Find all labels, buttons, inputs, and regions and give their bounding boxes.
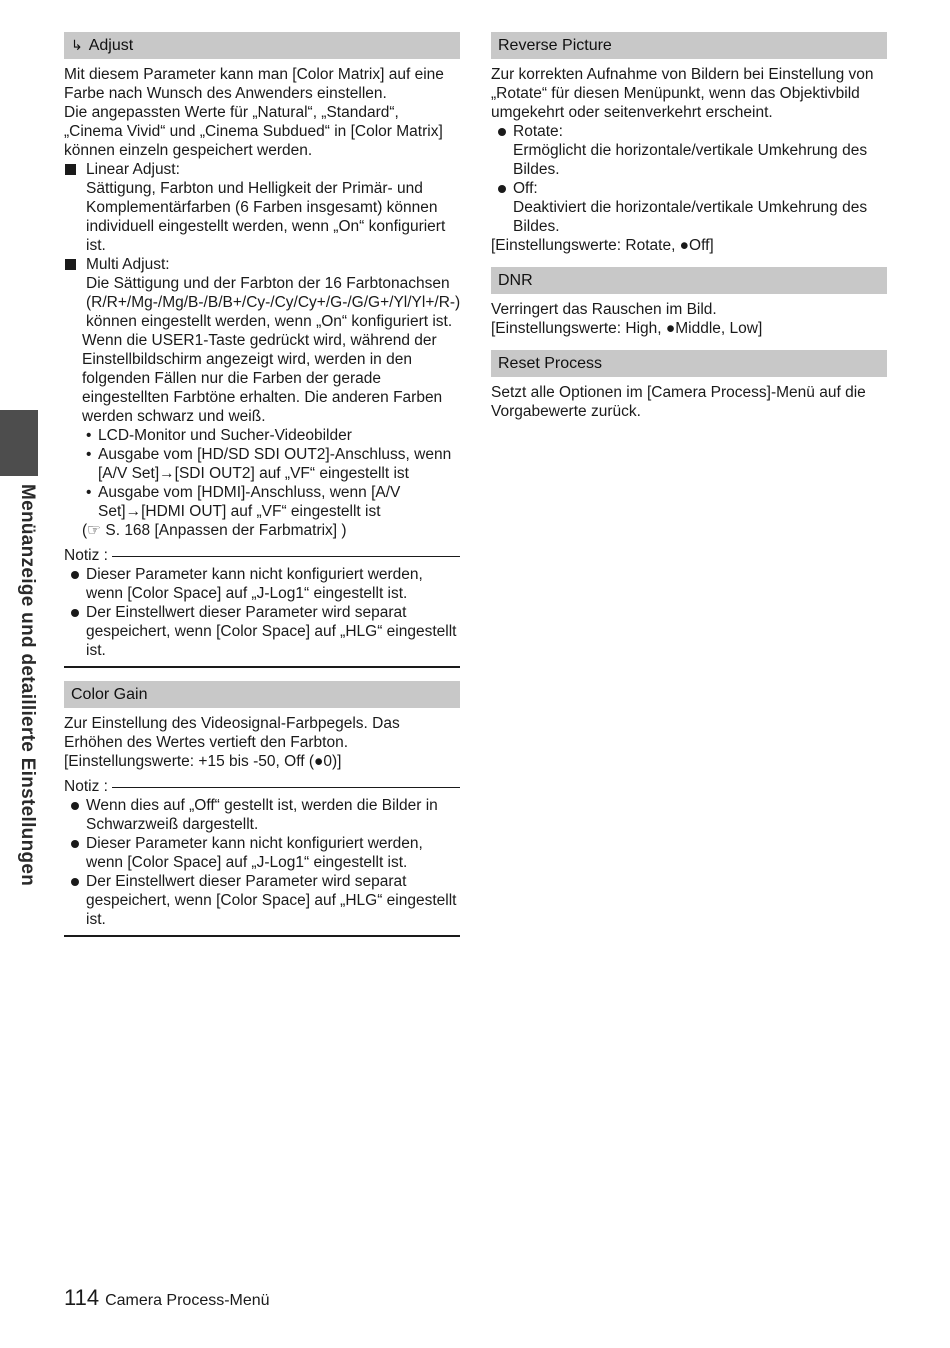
page-footer [64, 1285, 270, 1310]
square-bullet-icon [65, 164, 76, 175]
dnr-text: Verringert das Rauschen im Bild. [491, 301, 717, 318]
note-text: Der Einstellwert dieser Parameter wird separat gespeichert, wenn [Color Space] auf „HLG“ eingestellt ist. [86, 873, 457, 928]
option-text: Ermöglicht die horizontale/vertikale Umkehrung des Bildes. [513, 142, 868, 178]
left-column [64, 32, 460, 937]
bullet-icon [71, 878, 79, 886]
bullet-icon [498, 128, 506, 136]
color-gain-heading [64, 681, 460, 708]
notiz-label: Notiz : [64, 547, 108, 564]
linear-adjust-item [64, 160, 460, 255]
reverse-picture-intro: Zur korrekten Aufnahme von Bildern bei Einstellung von „Rotate“ für diesen Menüpunkt, wenn das Objektivbild umgekehrt oder seitenverkehrt erscheint. [491, 66, 874, 121]
color-gain-title: Color Gain [71, 686, 148, 703]
color-gain-text-1: Zur Einstellung des Videosignal-Farbpegels. Das Erhöhen des Wertes vertieft den Farbton. [64, 715, 400, 751]
bullet-icon [498, 185, 506, 193]
side-tab-label: Menüanzeige und detaillierte Einstellungen [17, 484, 38, 887]
reverse-picture-heading [491, 32, 887, 59]
multi-adjust-item [64, 255, 460, 331]
adjust-intro-1: Mit diesem Parameter kann man [Color Matrix] auf eine Farbe nach Wunsch des Anwenders einstellen. [64, 66, 444, 102]
multi-adjust-label: Multi Adjust: [86, 256, 170, 273]
note-item [64, 872, 460, 929]
reset-process-title: Reset Process [498, 355, 603, 372]
notiz-header [64, 546, 460, 565]
middle-dot-icon: • [86, 427, 92, 444]
footer-section: Camera Process-Menü [105, 1292, 270, 1309]
bullet-icon [71, 840, 79, 848]
dnr-values: [Einstellungswerte: High, ●Middle, Low] [491, 320, 763, 337]
right-column [491, 32, 887, 421]
notiz-end-rule [64, 935, 460, 937]
notiz-rule [112, 787, 460, 788]
middle-dot-icon: • [86, 446, 92, 463]
option-item [491, 122, 887, 179]
linear-adjust-text: Sättigung, Farbton und Helligkeit der Primär- und Komplementärfarben (6 Farben insgesamt) können individuell eingestellt werden, wenn „On“ konfiguriert ist. [86, 180, 446, 254]
reset-process-heading [491, 350, 887, 377]
sub-item-arrow-icon: ↳ [71, 37, 83, 53]
note-text: Dieser Parameter kann nicht konfiguriert werden, wenn [Color Space] auf „J-Log1“ eingestellt ist. [86, 566, 423, 602]
case-text: Ausgabe vom [HDMI]-Anschluss, wenn [A/V Set]→[HDMI OUT] auf „VF“ eingestellt ist [98, 484, 401, 520]
note-text: Dieser Parameter kann nicht konfiguriert werden, wenn [Color Space] auf „J-Log1“ eingestellt ist. [86, 835, 423, 871]
note-item [64, 565, 460, 603]
square-bullet-icon [65, 259, 76, 270]
note-text: Wenn dies auf „Off“ gestellt ist, werden die Bilder in Schwarzweiß dargestellt. [86, 797, 438, 833]
bullet-icon [71, 609, 79, 617]
case-item [64, 483, 460, 521]
reverse-picture-values: [Einstellungswerte: Rotate, ●Off] [491, 237, 714, 254]
option-label: Off: [513, 180, 538, 197]
option-item [491, 179, 887, 236]
dnr-heading [491, 267, 887, 294]
color-gain-values: [Einstellungswerte: +15 bis -50, Off (●0)] [64, 753, 342, 770]
option-label: Rotate: [513, 123, 563, 140]
middle-dot-icon: • [86, 484, 92, 501]
notiz-rule [112, 556, 460, 557]
reset-process-text: Setzt alle Optionen im [Camera Process]-Menü auf die Vorgabewerte zurück. [491, 384, 866, 420]
adjust-title: Adjust [88, 37, 134, 54]
case-text: Ausgabe vom [HD/SD SDI OUT2]-Anschluss, wenn [A/V Set]→[SDI OUT2] auf „VF“ eingestellt ist [98, 446, 452, 482]
page-number: 114 [64, 1285, 100, 1310]
note-text: Der Einstellwert dieser Parameter wird separat gespeichert, wenn [Color Space] auf „HLG“ eingestellt ist. [86, 604, 457, 659]
reverse-picture-title: Reverse Picture [498, 37, 612, 54]
note-item [64, 834, 460, 872]
user1-paragraph: Wenn die USER1-Taste gedrückt wird, während der Einstellbildschirm angezeigt wird, werden in den folgenden Fällen nur die Farben der gerade eingestellten Farbtöne erhalten. Die anderen Farben werden schwarz und weiß. [82, 332, 443, 425]
case-text: LCD-Monitor und Sucher-Videobilder [98, 427, 352, 444]
dnr-title: DNR [498, 272, 533, 289]
case-item [64, 426, 460, 445]
option-text: Deaktiviert die horizontale/vertikale Umkehrung des Bildes. [513, 199, 868, 235]
adjust-intro-2: Die angepassten Werte für „Natural“, „Standard“, „Cinema Vivid“ und „Cinema Subdued“ in [Color Matrix] können einzeln gespeichert werden. [64, 104, 443, 159]
side-tab-marker [0, 410, 38, 476]
bullet-icon [71, 802, 79, 810]
note-item [64, 796, 460, 834]
case-item [64, 445, 460, 483]
note-item [64, 603, 460, 660]
notiz-label: Notiz : [64, 778, 108, 795]
bullet-icon [71, 571, 79, 579]
notiz-header [64, 777, 460, 796]
multi-adjust-text: Die Sättigung und der Farbton der 16 Farbtonachsen (R/R+/Mg-/Mg/B-/B/B+/Cy-/Cy/Cy+/G-/G/G+/Yl/Yl+/R-) können eingestellt werden, wenn „On“ konfiguriert ist. [86, 275, 461, 330]
page-reference-link[interactable]: (☞ S. 168 [Anpassen der Farbmatrix] ) [82, 522, 347, 539]
adjust-heading [64, 32, 460, 59]
linear-adjust-label: Linear Adjust: [86, 161, 180, 178]
